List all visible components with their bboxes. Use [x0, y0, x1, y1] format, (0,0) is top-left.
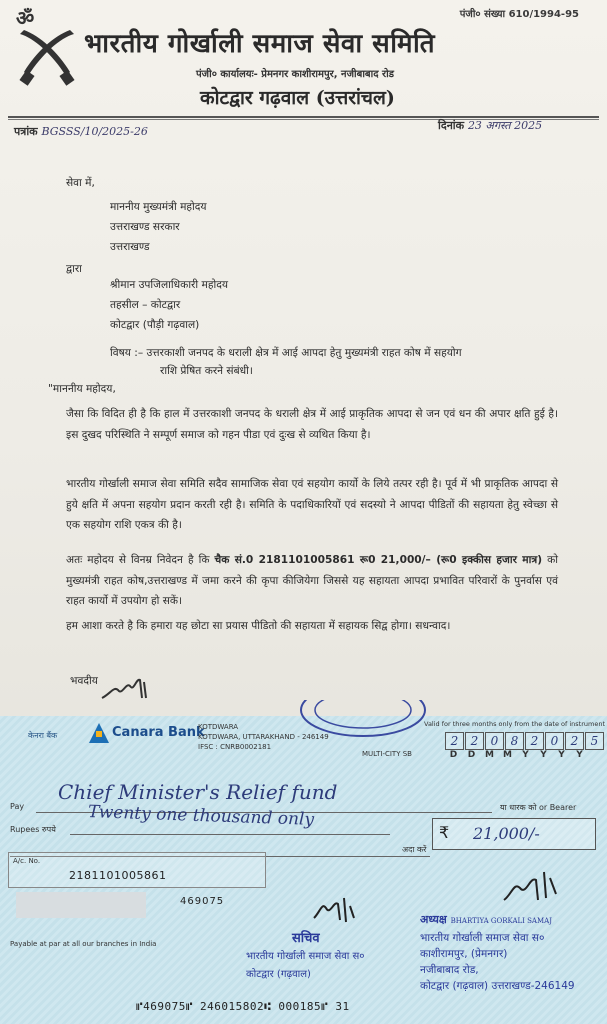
via-line: श्रीमान उपजिलाधिकारी महोदय: [110, 279, 228, 291]
cheque-reference: चैक सं.0 2181101005861 रू0 21,000/– (रू0 इक्कीस हजार मात्र): [214, 554, 543, 566]
stamp-line: काशीरामपुर, (प्रेमनगर): [420, 948, 508, 960]
secretary-signature: [310, 892, 360, 928]
date-format-letter: D: [467, 750, 476, 760]
om-symbol: ॐ: [16, 6, 35, 30]
date-format-letter: Y: [576, 750, 583, 760]
para3-text: अतः महोदय से विनम्र निवेदन है कि: [66, 554, 215, 566]
letter-date: [438, 118, 542, 133]
recipient-line: उत्तराखण्ड: [110, 241, 150, 253]
rupee-icon: ₹: [439, 823, 450, 842]
branch-line: KOTDWARA, UTTARAKHAND - 246149: [198, 733, 329, 741]
date-digit-box: 0: [545, 732, 564, 750]
subject-line: विषय :– उत्तरकाशी जनपद के धराली क्षेत्र में आई आपदा हेतु मुख्यमंत्री राहत कोष में सहयोग: [110, 347, 462, 359]
account-number: 2181101005861: [69, 869, 167, 882]
president-stamp: [420, 930, 575, 994]
date-digit-box: 5: [585, 732, 604, 750]
date-digit-box: 8: [505, 732, 524, 750]
pay-label: Pay: [10, 802, 25, 811]
salutation: "माननीय महोदय,: [48, 383, 116, 395]
redacted-area: [16, 892, 146, 918]
date-digit-box: 2: [465, 732, 484, 750]
dwara: द्वारा: [66, 263, 82, 275]
secretary-stamp: [246, 948, 365, 984]
ref-label: पत्रांक: [14, 125, 38, 138]
seva-me: सेवा में,: [66, 177, 95, 189]
rupees-line: [70, 834, 390, 835]
president-signature: [500, 864, 560, 908]
ac-label: A/c. No.: [13, 857, 41, 865]
payee-name: Chief Minister's Relief fund: [58, 780, 338, 804]
stamp-line: नजीबाबाद रोड,: [420, 964, 479, 976]
crossed-khukri-icon: [14, 26, 80, 86]
account-number-box: [8, 852, 266, 888]
place-name: कोटद्वार गढ़वाल (उत्तरांचल): [200, 87, 395, 109]
date-format-letter: Y: [540, 750, 547, 760]
amount-in-words: Twenty one thousand only: [87, 802, 315, 830]
reference-number: [14, 124, 148, 139]
multicity-label: MULTI-CITY SB: [362, 750, 412, 758]
branch-line: KOTDWARA: [198, 723, 239, 731]
office-address: पंजी० कार्यालयः- प्रेमनगर काशीरामपुर, नजीबाबाद रोड: [196, 69, 395, 80]
bank-name: Canara Bank: [112, 725, 205, 740]
org-name: भारतीय गोर्खाली समाज सेवा समिति: [84, 29, 436, 59]
paragraph-1: जैसा कि विदित ही है कि हाल में उत्तरकाशी जनपद के धराली क्षेत्र में आई प्राकृतिक आपदा से जन एवं धन की अपार क्षति हुई है। इस दुखद परिस्थिति ने सम्पूर्ण समाज को गहन पीडा एवं दुःख से व्यथित किया है।: [66, 408, 558, 441]
date-format-letter: Y: [522, 750, 529, 760]
amount-box: [432, 818, 596, 850]
rupees-label: Rupees रुपये: [10, 825, 56, 834]
payable-note: Payable at par at all our branches in India: [10, 940, 157, 948]
closing: भवदीय: [70, 675, 98, 687]
date-format-letter: Y: [558, 750, 565, 760]
branch-line: IFSC : CNRB0002181: [198, 743, 272, 751]
stamp-line: भारतीय गोर्खाली समाज सेवा स०: [246, 951, 365, 962]
president-english: BHARTIYA GORKALI SAMAJ: [450, 917, 553, 925]
bearer-label: या धारक को or Bearer: [500, 803, 577, 812]
paragraph-3: [66, 550, 558, 622]
via-line: कोटद्वार (पौड़ी गढ़वाल): [110, 319, 200, 331]
via-line: तहसील – कोटद्वार: [110, 299, 181, 311]
date-box-labels: [445, 750, 589, 760]
signature-mark: [100, 668, 160, 708]
president-label: [420, 912, 552, 927]
date-digit-box: 2: [565, 732, 584, 750]
stamp-line: कोटद्वार (गढ़वाल): [246, 969, 311, 980]
ref-value: BGSSS/10/2025-26: [41, 125, 148, 138]
bank-tag: केनरा बैंक: [28, 731, 58, 740]
paragraph-4: हम आशा करते है कि हमारा यह छोटा सा प्रयास पीडितो की सहायता में सहायक सिद्व होगा। सधन्वाद।: [66, 620, 451, 632]
date-label: दिनांक: [438, 119, 465, 132]
para3-text: को मुख्यमंत्री राहत कोष,उत्तराखण्ड में जमा करने की कृपा कीजियेगा जिससे यह सहायता आपदा प्रभावित परिवारों के पुनर्वास एवं राहत कार्यो में उपयोग हो सकें।: [66, 554, 558, 607]
registration-number: पंजी० संख्या 610/1994-95: [459, 9, 579, 20]
secretary-label: सचिव: [292, 931, 320, 946]
date-digit-box: 2: [525, 732, 544, 750]
cheque-number-small: 469075: [180, 896, 225, 907]
date-format-letter: M: [485, 750, 494, 760]
ada-karen-label: अदा करें: [402, 845, 427, 854]
cheque: [0, 716, 607, 1024]
date-boxes: [445, 732, 605, 750]
branch-details: [198, 722, 329, 752]
paragraph-2: भारतीय गोर्खाली समाज सेवा समिति सदैव सामाजिक सेवा एवं सहयोग कार्यो के लिये तत्पर रही है। पूर्व में भी प्राकृतिक आपदा से हुये क्षति में अपना सहयोग प्रदान करती रही है। समिति के पदाधिकारियों एवं सदस्यो ने आपदा पीडितों की सहायता हेतु स्वेच्छा से एक सहयोग राशि एकत्र की है।: [66, 478, 558, 531]
date-format-letter: M: [503, 750, 512, 760]
stamp-line: भारतीय गोर्खाली समाज सेवा स०: [420, 932, 545, 944]
canara-bank-logo-icon: [88, 722, 110, 744]
president-hindi: अध्यक्ष: [420, 913, 447, 926]
date-digit-box: 2: [445, 732, 464, 750]
date-format-letter: D: [449, 750, 458, 760]
stamp-line: कोटद्वार (गढ़वाल) उत्तराखण्ड-246149: [420, 980, 575, 992]
amount-figures: 21,000/-: [473, 824, 540, 843]
recipient-line: उत्तराखण्ड सरकार: [110, 221, 180, 233]
date-value: 23 अगस्त 2025: [467, 119, 543, 132]
recipient-line: माननीय मुख्यमंत्री महोदय: [110, 201, 207, 213]
date-digit-box: 0: [485, 732, 504, 750]
subject-line: राशि प्रेषित करने संबंधी।: [160, 365, 253, 377]
validity-note: Valid for three months only from the date of instrument: [424, 720, 605, 728]
micr-line: ⑈469075⑈ 246015802⑆ 000185⑈ 31: [136, 1000, 350, 1013]
